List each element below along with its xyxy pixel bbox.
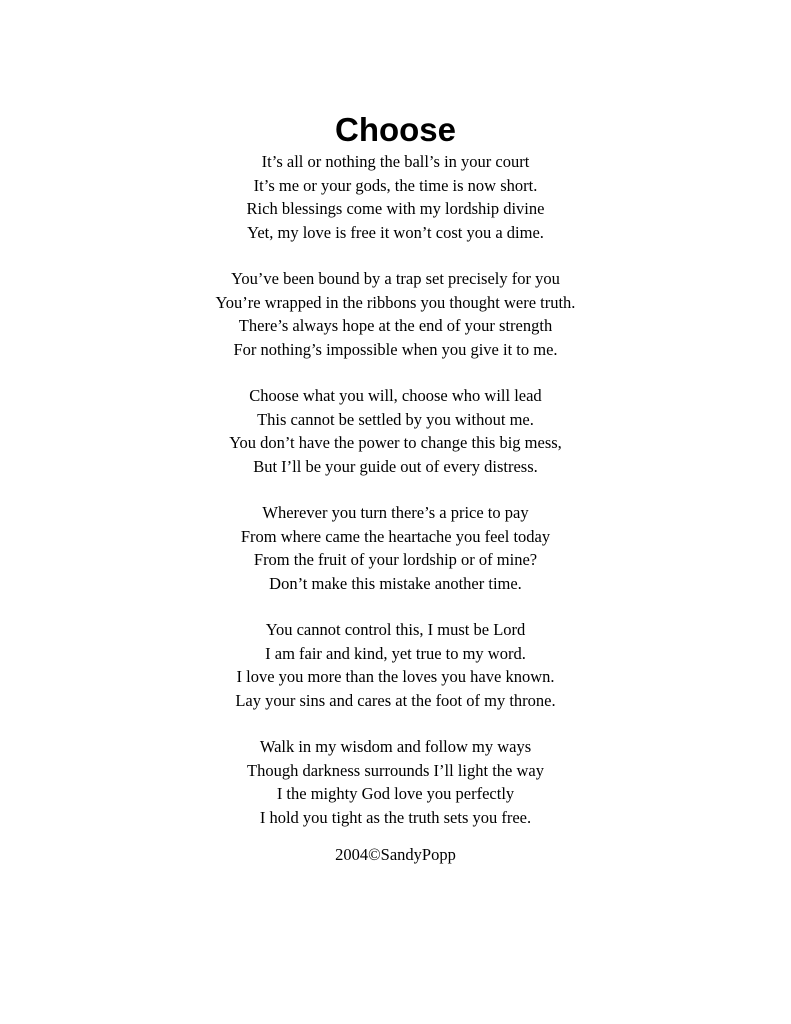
- poem-line: You cannot control this, I must be Lord: [265, 620, 526, 639]
- poem-line: It’s all or nothing the ball’s in your court: [261, 152, 530, 171]
- poem-line: Wherever you turn there’s a price to pay: [262, 503, 529, 522]
- poem-line: I the mighty God love you perfectly: [276, 784, 515, 803]
- stanza-2: [0, 267, 791, 361]
- poem-line: From the fruit of your lordship or of mine?: [253, 550, 538, 569]
- poem-line: This cannot be settled by you without me.: [257, 409, 534, 429]
- poem-line: There’s always hope at the end of your strength: [238, 316, 553, 335]
- poem-line: From where came the heartache you feel today: [240, 526, 551, 546]
- poem-line: Though darkness surrounds I’ll light the way: [247, 760, 544, 780]
- poem-line: I love you more than the loves you have known.: [236, 667, 555, 686]
- copyright-notice: 2004©SandyPopp: [335, 845, 456, 864]
- poem-line: For nothing’s impossible when you give it to me.: [233, 339, 558, 359]
- poem-line: I hold you tight as the truth sets you free.: [259, 807, 532, 827]
- poem-line: Walk in my wisdom and follow my ways: [259, 737, 532, 756]
- stanza-4: [0, 501, 791, 595]
- stanza-5: [0, 618, 791, 712]
- stanza-6: [0, 735, 791, 829]
- poem-line: Yet, my love is free it won’t cost you a dime.: [247, 222, 544, 242]
- poem-line: You’ve been bound by a trap set precisely for you: [231, 269, 560, 288]
- poem-title: Choose: [334, 111, 456, 148]
- poem-line: Don’t make this mistake another time.: [269, 573, 522, 593]
- poem-line: It’s me or your gods, the time is now short.: [253, 175, 538, 195]
- poem-line: Choose what you will, choose who will lead: [249, 386, 542, 405]
- poem-line: Rich blessings come with my lordship divine: [246, 199, 545, 218]
- poem-body: [0, 150, 791, 852]
- stanza-3: [0, 384, 791, 478]
- poem-line: You don’t have the power to change this big mess,: [229, 433, 562, 452]
- poem-line: Lay your sins and cares at the foot of my throne.: [235, 690, 556, 710]
- stanza-1: [0, 150, 791, 244]
- poem-line: But I’ll be your guide out of every distress.: [253, 456, 538, 476]
- poem-line: You’re wrapped in the ribbons you thought were truth.: [215, 292, 576, 312]
- poem-line: I am fair and kind, yet true to my word.: [265, 643, 526, 663]
